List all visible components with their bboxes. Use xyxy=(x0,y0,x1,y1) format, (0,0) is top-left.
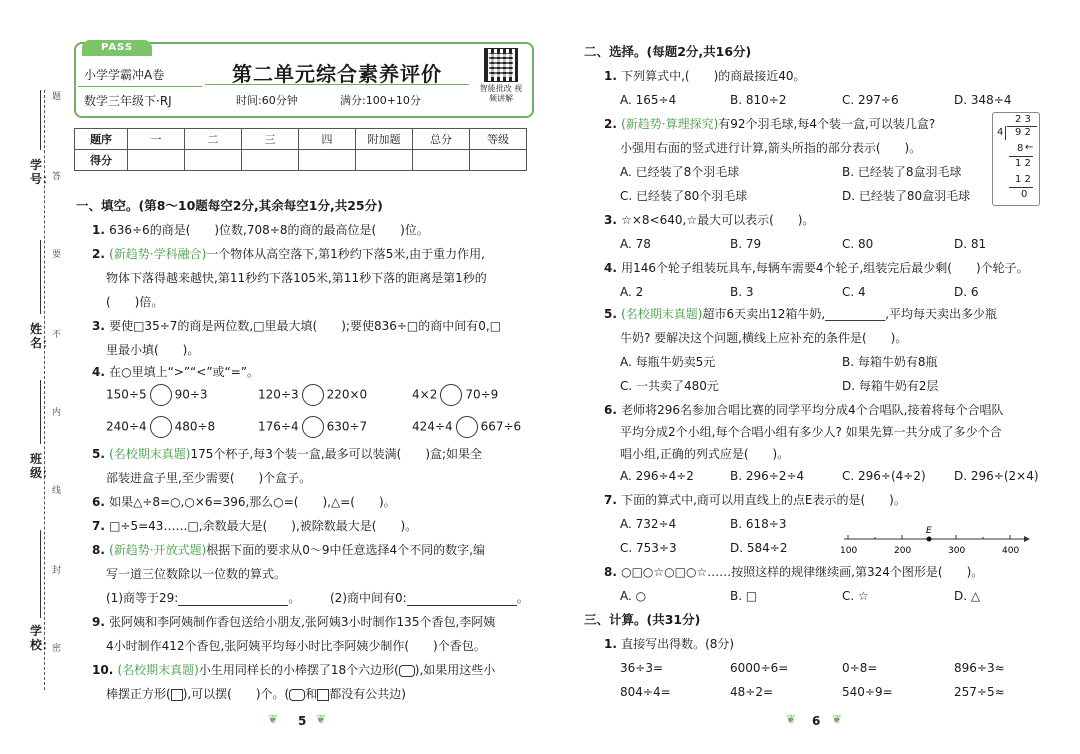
part-label: (1)商等于29: xyxy=(106,591,179,605)
question-9-text: 张阿姨和李阿姨制作香包送给小朋友,张阿姨3小时制作135个香包,李阿姨 xyxy=(109,615,496,629)
choice-8-text: ○□○☆○□○☆……按照这样的规律继续画,第324个图形是( )。 xyxy=(621,565,984,579)
choice-6: 6. 老师将296名参加合唱比赛的同学平均分成4个合唱队,接着将每个合唱队 xyxy=(604,403,1004,417)
score-cell[interactable] xyxy=(470,150,527,171)
option[interactable]: D. 已经装了80盒羽毛球 xyxy=(842,189,971,203)
time-limit: 时间:60分钟 xyxy=(236,94,298,107)
question-tag: (名校期末真题) xyxy=(621,307,703,321)
option[interactable]: B. □ xyxy=(730,589,758,603)
question-6: 6. 如果△÷8=○,○×6=396,那么○=( ),△=( )。 xyxy=(92,495,396,509)
option[interactable]: B. 3 xyxy=(730,285,754,299)
leaf-icon: ❦ xyxy=(316,712,327,726)
choice-3-text: ☆×8<640,☆最大可以表示( )。 xyxy=(621,213,815,227)
seal-char: 不 xyxy=(52,330,62,340)
header-divider xyxy=(78,86,202,87)
choice-2: 2. (新趋势·算理探究)有92个羽毛球,每4个装一盒,可以装几盒? xyxy=(604,117,936,131)
question-2-line2: 物体下落得越来越快,第11秒约下落105米,第11秒下落的距离是第1秒的 xyxy=(106,271,487,285)
question-5: 5. (名校期末真题)175个杯子,每3个装一盒,最多可以装满( )盒;如果全 xyxy=(92,447,483,461)
section-fill-blank: 一、填空。(第8～10题每空2分,其余每空1分,共25分) xyxy=(76,198,383,213)
expr: 70÷9 xyxy=(465,387,499,402)
question-10-line2 xyxy=(106,686,406,702)
score-cell[interactable] xyxy=(413,150,470,171)
expr: 4×2 xyxy=(412,387,438,402)
binding-sidebar xyxy=(0,0,70,754)
number-line xyxy=(840,525,1030,556)
hexagon-icon xyxy=(399,665,415,677)
option[interactable]: B. 810÷2 xyxy=(730,93,787,107)
choice-5-text: 超市6天卖出12箱牛奶,__________,平均每天卖出多少瓶 xyxy=(702,307,998,321)
table-header-cell: 附加题 xyxy=(356,129,413,150)
choice-5-line2: 牛奶? 要解决这个问题,横线上应补充的条件是( )。 xyxy=(620,331,908,345)
table-row xyxy=(75,129,527,150)
class-label: 班级： xyxy=(30,452,55,480)
choice-6-line3: 唱小组,正确的列式应是( )。 xyxy=(620,447,790,461)
score-cell[interactable] xyxy=(128,150,185,171)
option[interactable]: A. 732÷4 xyxy=(620,517,677,531)
choice-1-text: 下列算式中,( )的商最接近40。 xyxy=(621,69,806,83)
title-divider xyxy=(205,84,469,85)
tick-label: 300 xyxy=(948,546,966,556)
expr: 480÷8 xyxy=(174,419,216,434)
question-3-text: 要使□35÷7的商是两位数,□里最大填( );要使836÷□的商中间有0,□ xyxy=(109,319,502,333)
compare-circle[interactable] xyxy=(150,384,172,406)
seal-char: 内 xyxy=(52,408,62,418)
option[interactable]: A. ○ xyxy=(620,589,647,603)
option[interactable]: B. 79 xyxy=(730,237,762,251)
choice-6-line2: 平均分成2个小组,每个合唱小组有多少人? 如果先算一共分成了多少个合 xyxy=(620,425,1002,439)
option[interactable]: D. 6 xyxy=(954,285,979,299)
choice-4-text: 用146个轮子组装玩具车,每辆车需要4个轮子,组装完后最少剩( )个轮子。 xyxy=(621,261,1029,275)
leaf-icon: ❦ xyxy=(832,712,843,726)
question-6-text: 如果△÷8=○,○×6=396,那么○=( ),△=( )。 xyxy=(109,495,396,509)
option[interactable]: C. ☆ xyxy=(842,589,869,603)
option[interactable]: C. 753÷3 xyxy=(620,541,677,555)
question-tag: (新趋势·开放式题) xyxy=(109,543,207,557)
step-value: 1 2 xyxy=(1015,174,1031,185)
question-10-text: ),如果用这些小 xyxy=(414,663,496,677)
name-label: 姓名： xyxy=(30,322,55,350)
question-10-text: 和 xyxy=(305,687,318,701)
option[interactable]: A. 已经装了8个羽毛球 xyxy=(620,165,740,179)
compare-item xyxy=(106,384,208,406)
option[interactable]: C. 297÷6 xyxy=(842,93,899,107)
question-3: 3. 要使□35÷7的商是两位数,□里最大填( );要使836÷□的商中间有0,□ xyxy=(92,319,502,333)
expr: 120÷3 xyxy=(258,387,299,402)
question-tag: (新趋势·学科融合) xyxy=(109,247,207,261)
compare-item xyxy=(412,416,521,438)
long-division-figure xyxy=(992,112,1040,206)
point-label: E xyxy=(926,526,932,536)
expr: 220×0 xyxy=(326,387,368,402)
question-9-line2: 4小时制作412个香包,张阿姨平均每小时比李阿姨少制作( )个香包。 xyxy=(106,639,486,653)
leaf-icon: ❦ xyxy=(786,712,797,726)
option[interactable]: D. 348÷4 xyxy=(954,93,1012,107)
option[interactable]: D. 296÷(2×4) xyxy=(954,469,1039,483)
pass-logo: PASS xyxy=(82,40,152,56)
question-8-part2: (2)商中间有0: 。 xyxy=(330,591,529,605)
choice-4: 4. 用146个轮子组装玩具车,每辆车需要4个轮子,组装完后最少剩( )个轮子。 xyxy=(604,261,1029,275)
question-tag: (名校期末真题) xyxy=(117,663,199,677)
student-id-label: 学号： xyxy=(30,158,55,186)
compare-item xyxy=(258,384,367,406)
question-tag: (新趋势·算理探究) xyxy=(621,117,719,131)
leaf-icon: ❦ xyxy=(268,712,279,726)
compare-item xyxy=(412,384,498,406)
question-7: 7. □÷5=43……□,余数最大是( ),被除数最大是( )。 xyxy=(92,519,418,533)
series-name: 小学学霸冲A卷 xyxy=(84,68,165,82)
hexagon-icon xyxy=(289,689,305,701)
page-number-right: 6 xyxy=(812,714,821,728)
option[interactable]: A. 165÷4 xyxy=(620,93,677,107)
expr: 176÷4 xyxy=(258,419,299,434)
option[interactable]: C. 已经装了80个羽毛球 xyxy=(620,189,748,203)
compare-item xyxy=(258,416,367,438)
section-choice: 二、选择。(每题2分,共16分) xyxy=(584,44,752,59)
choice-8: 8. ○□○☆○□○☆……按照这样的规律继续画,第324个图形是( )。 xyxy=(604,565,984,579)
tick-label: 100 xyxy=(840,546,858,556)
score-cell[interactable] xyxy=(356,150,413,171)
choice-7-text: 下面的算式中,商可以用直线上的点E表示的是( )。 xyxy=(621,493,906,507)
question-tag: (名校期末真题) xyxy=(109,447,191,461)
calc-item: 36÷3= xyxy=(620,661,664,675)
name-field[interactable] xyxy=(40,240,41,314)
option[interactable]: C. 4 xyxy=(842,285,866,299)
choice-5: 5. (名校期末真题)超市6天卖出12箱牛奶,__________,平均每天卖出多少瓶 xyxy=(604,307,998,321)
seal-char: 要 xyxy=(52,250,62,260)
number-line-arrow xyxy=(1024,536,1030,542)
answer-blank[interactable] xyxy=(178,605,288,606)
option[interactable]: B. 296÷2÷4 xyxy=(730,469,805,483)
compare-item xyxy=(106,416,215,438)
expr: 150÷5 xyxy=(106,387,147,402)
calc-item: 6000÷6= xyxy=(730,661,789,675)
calc-1: 1. 直接写出得数。(8分) xyxy=(604,637,735,651)
question-5-line2: 部装进盒子里,至少需要( )个盒子。 xyxy=(106,471,312,485)
quotient: 2 3 xyxy=(1015,114,1031,125)
table-row-label: 得分 xyxy=(75,150,128,171)
tick-label: 200 xyxy=(894,546,912,556)
question-4: 4. 在○里填上“>”“<”或“=”。 xyxy=(92,365,260,379)
score-cell[interactable] xyxy=(185,150,242,171)
qr-code-icon[interactable] xyxy=(484,48,518,82)
question-10: 10. (名校期末真题)小生用同样长的小棒摆了18个六边形( ),如果用这些小 xyxy=(92,663,496,677)
seal-char: 密 xyxy=(52,644,62,654)
option[interactable]: D. △ xyxy=(954,589,981,603)
choice-2-text: 有92个羽毛球,每4个装一盒,可以装几盒? xyxy=(718,117,936,131)
tick-label: 400 xyxy=(1002,546,1020,556)
question-7-text: □÷5=43……□,余数最大是( ),被除数最大是( )。 xyxy=(109,519,418,533)
option[interactable]: D. 每箱牛奶有2层 xyxy=(842,379,939,393)
answer-blank[interactable] xyxy=(407,605,517,606)
choice-1: 1. 下列算式中,( )的商最接近40。 xyxy=(604,69,806,83)
part-label: (2)商中间有0: xyxy=(330,591,407,605)
section-calculation: 三、计算。(共31分) xyxy=(584,612,701,627)
school-field[interactable] xyxy=(40,530,41,618)
grade-label: 数学三年级下·RJ xyxy=(84,94,172,108)
calc-item: 48÷2= xyxy=(730,685,774,699)
table-header-cell: 三 xyxy=(242,129,299,150)
step-value: 1 2 xyxy=(1015,158,1031,169)
option[interactable]: D. 584÷2 xyxy=(730,541,788,555)
table-header-cell: 总分 xyxy=(413,129,470,150)
step-value: 8 xyxy=(1017,143,1024,154)
table-header-cell: 一 xyxy=(128,129,185,150)
question-10-text: 都没有公共边) xyxy=(329,687,406,701)
question-10-text: 小生用同样长的小棒摆了18个六边形( xyxy=(198,663,399,677)
question-1-text: 636÷6的商是( )位数,708÷8的商的最高位是( )位。 xyxy=(109,223,429,237)
point-e xyxy=(927,537,932,542)
seal-char: 线 xyxy=(52,486,62,496)
seal-char: 封 xyxy=(52,566,62,576)
option[interactable]: A. 78 xyxy=(620,237,651,251)
option[interactable]: C. 80 xyxy=(842,237,874,251)
dividend: 9 2 xyxy=(1015,127,1031,138)
option[interactable]: A. 每瓶牛奶卖5元 xyxy=(620,355,716,369)
question-8: 8. (新趋势·开放式题)根据下面的要求从0～9中任意选择4个不同的数字,编 xyxy=(92,543,486,557)
option[interactable]: D. 81 xyxy=(954,237,987,251)
expr: 240÷4 xyxy=(106,419,147,434)
question-8-text: 根据下面的要求从0～9中任意选择4个不同的数字,编 xyxy=(206,543,486,557)
option[interactable]: C. 296÷(4÷2) xyxy=(842,469,926,483)
choice-3: 3. ☆×8<640,☆最大可以表示( )。 xyxy=(604,213,815,227)
option[interactable]: C. 一共卖了480元 xyxy=(620,379,719,393)
question-8-line2: 写一道三位数除以一位数的算式。 xyxy=(106,567,287,581)
calc-item: 540÷9= xyxy=(842,685,893,699)
page-title: 第二单元综合素养评价 xyxy=(232,62,442,86)
question-2-text: 一个物体从高空落下,第1秒约下落5米,由于重力作用, xyxy=(206,247,485,261)
seal-char: 答 xyxy=(52,172,62,182)
choice-6-text: 老师将296名参加合唱比赛的同学平均分成4个合唱队,接着将每个合唱队 xyxy=(621,403,1004,417)
school-label: 学校： xyxy=(30,624,55,652)
question-10-text: 棒摆正方形( xyxy=(106,687,171,701)
question-2-line3: ( )倍。 xyxy=(106,295,164,309)
option[interactable]: B. 618÷3 xyxy=(730,517,787,531)
table-row xyxy=(75,150,527,171)
calc-1-text: 直接写出得数。(8分) xyxy=(621,637,735,651)
compare-circle[interactable] xyxy=(302,384,324,406)
table-header-cell: 题序 xyxy=(75,129,128,150)
score-cell[interactable] xyxy=(242,150,299,171)
choice-2-line2: 小强用右面的竖式进行计算,箭头所指的部分表示( )。 xyxy=(620,141,922,155)
class-field[interactable] xyxy=(40,380,41,444)
compare-circle[interactable] xyxy=(150,416,172,438)
square-icon xyxy=(171,689,183,701)
square-icon xyxy=(317,689,329,701)
question-4-text: 在○里填上“>”“<”或“=”。 xyxy=(109,365,260,379)
expr: 667÷6 xyxy=(480,419,522,434)
calc-item: 804÷4= xyxy=(620,685,671,699)
question-9: 9. 张阿姨和李阿姨制作香包送给小朋友,张阿姨3小时制作135个香包,李阿姨 xyxy=(92,615,496,629)
option[interactable]: B. 已经装了8盒羽毛球 xyxy=(842,165,962,179)
calc-item: 257÷5≈ xyxy=(954,685,1005,699)
table-header-cell: 四 xyxy=(299,129,356,150)
arrow-left-icon: ← xyxy=(1025,142,1034,153)
score-table xyxy=(74,128,527,171)
question-10-text: ),可以摆( )个。( xyxy=(182,687,290,701)
expr: 630÷7 xyxy=(326,419,368,434)
question-3-line2: 里最小填( )。 xyxy=(106,343,200,357)
qr-caption: 智能批改 视频讲解 xyxy=(479,84,523,103)
choice-7: 7. 下面的算式中,商可以用直线上的点E表示的是( )。 xyxy=(604,493,906,507)
calc-item: 896÷3≈ xyxy=(954,661,1005,675)
question-5-text: 175个杯子,每3个装一盒,最多可以装满( )盒;如果全 xyxy=(190,447,483,461)
divisor: 4 xyxy=(997,127,1004,138)
seal-char: 题 xyxy=(52,92,62,102)
option[interactable]: B. 每箱牛奶有8瓶 xyxy=(842,355,938,369)
table-header-cell: 二 xyxy=(185,129,242,150)
question-8-part1: (1)商等于29: 。 xyxy=(106,591,301,605)
compare-circle[interactable] xyxy=(456,416,478,438)
option[interactable]: A. 296÷4÷2 xyxy=(620,469,694,483)
question-1: 1. 636÷6的商是( )位数,708÷8的商的最高位是( )位。 xyxy=(92,223,429,237)
question-2: 2. (新趋势·学科融合)一个物体从高空落下,第1秒约下落5米,由于重力作用, xyxy=(92,247,485,261)
page-number-left: 5 xyxy=(298,714,307,728)
expr: 90÷3 xyxy=(174,387,208,402)
student-id-field[interactable] xyxy=(40,90,41,150)
full-score: 满分:100+10分 xyxy=(340,94,421,107)
table-header-cell: 等级 xyxy=(470,129,527,150)
option[interactable]: A. 2 xyxy=(620,285,644,299)
compare-circle[interactable] xyxy=(440,384,462,406)
score-cell[interactable] xyxy=(299,150,356,171)
step-value: 0 xyxy=(1021,189,1028,200)
calc-item: 0÷8= xyxy=(842,661,878,675)
expr: 424÷4 xyxy=(412,419,453,434)
compare-circle[interactable] xyxy=(302,416,324,438)
